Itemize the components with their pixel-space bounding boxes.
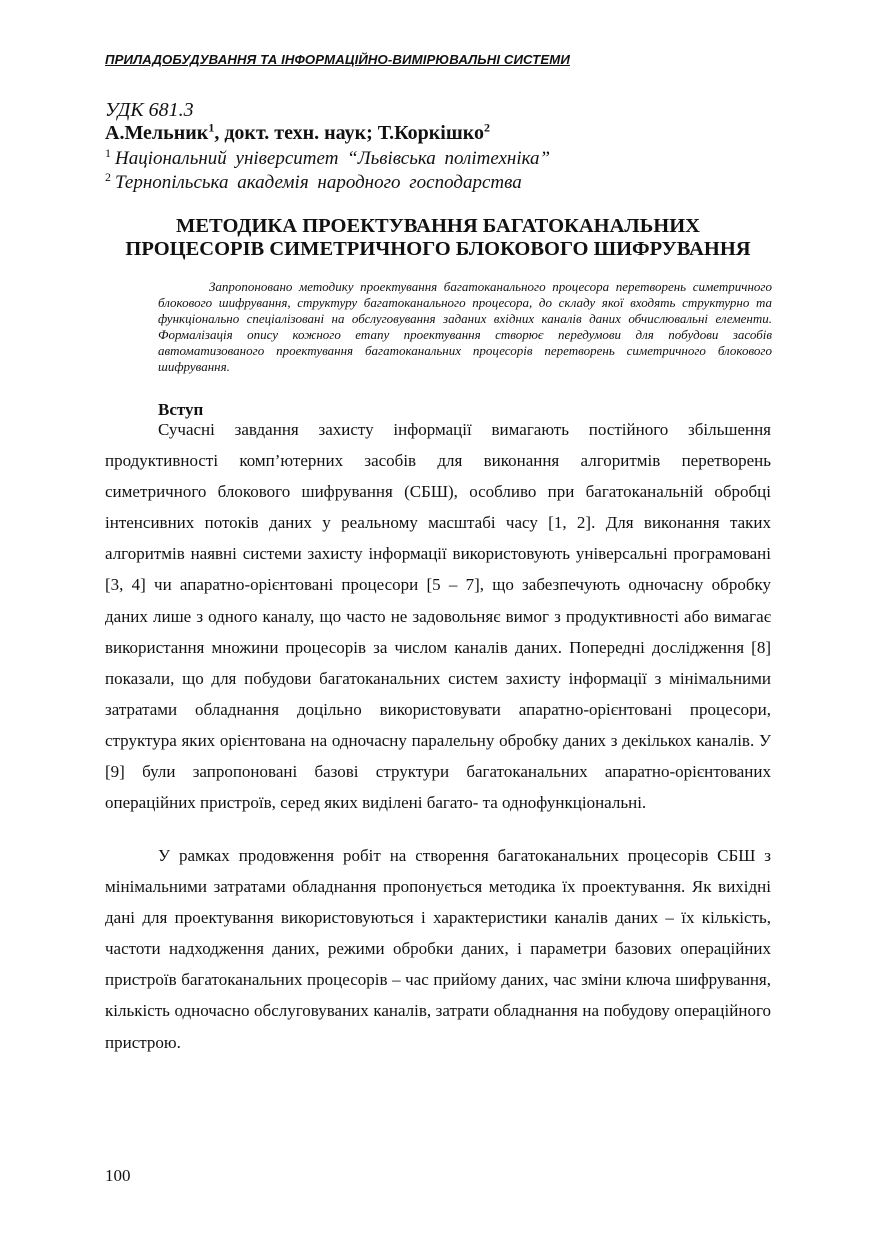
body-paragraph: Сучасні завдання захисту інформації вимагають постійного збільшення продуктивності комп’ютерних засобів для виконання алгоритмів перетворень симетричного блокового шифрування (СБШ), особливо при багатоканальній обробці інтенсивних потоків даних у реальному масштабі часу [1, 2]. Для виконання таких алгоритмів наявні системи захисту інформації використовують універсальні програмовані [3, 4] чи апаратно-орієнтовані процесори [5 – 7], що забезпечують одночасну обробку даних лише з одного каналу, що часто не задовольняє вимог з продуктивності або вимагає використання множини процесорів за числом каналів даних. Попередні дослідження [8] показали, що для побудови багатоканальних систем захисту інформації з мінімальними затратами обладнання доцільно використовувати апаратно-орієнтовані процесори, структура яких орієнтована на одночасну паралельну обробку даних з декількох каналів. У [9] були запропоновані базові структури багатоканальних апаратно-орієнтованих операційних пристроїв, серед яких виділені багато- та однофункціональні. [105,420,771,813]
affiliation-2-text: Тернопільська академія народного господарства [115,172,522,193]
author-1-affiliation-mark: 1 [208,120,215,135]
author-2-affiliation-mark: 2 [484,120,490,135]
affiliation-1 [105,145,551,170]
udk-code: УДК 681.3 [105,99,194,121]
paper-title-line-2: ПРОЦЕСОРІВ СИМЕТРИЧНОГО БЛОКОВОГО ШИФРУВАННЯ [125,238,751,260]
affiliation-1-mark: 1 [105,145,111,160]
body-paragraph: У рамках продовження робіт на створення багатоканальних процесорів СБШ з мінімальними затратами обладнання пропонується методика їх проектування. Як вихідні дані для проектування використовуються і характеристики каналів даних – їх кількість, частоти надходження даних, режими обробки даних, і параметри базових операційних пристроїв багатоканальних процесорів – час прийому даних, час зміни ключа шифрування, кількість одночасно обслуговуваних каналів, затрати обладнання на побудову операційного пристрою. [105,846,771,1052]
abstract: Запропоновано методику проектування багатоканального процесора перетворень симетричного блокового шифрування, структуру багатоканального процесора, до складу якої входять структурно та функціонально спеціалізовані на обслуговування заданих вхідних каналів даних обчислювальні елементи. Формалізація опису кожного етапу проектування створює передумови для побудови засобів автоматизованого проектування багатоканальних процесорів перетворень симетричного блокового шифрування. [158,279,772,374]
section-heading: Вступ [158,400,204,419]
author-2-name: Т.Коркішко [377,122,484,144]
paper-title-line-1: МЕТОДИКА ПРОЕКТУВАННЯ БАГАТОКАНАЛЬНИХ [176,215,700,237]
running-header: ПРИЛАДОБУДУВАННЯ ТА ІНФОРМАЦІЙНО-ВИМІРЮВАЛЬНІ СИСТЕМИ [105,52,570,67]
affiliation-1-text: Національний університет “Львівська політехніка” [115,148,551,169]
authors-line [105,122,490,145]
author-1-degree: , докт. техн. наук; [214,122,378,144]
affiliation-2-mark: 2 [105,169,111,184]
author-1-name: А.Мельник [105,122,209,144]
affiliation-2 [105,169,522,194]
paper-title [105,215,771,261]
page-number: 100 [105,1166,131,1185]
